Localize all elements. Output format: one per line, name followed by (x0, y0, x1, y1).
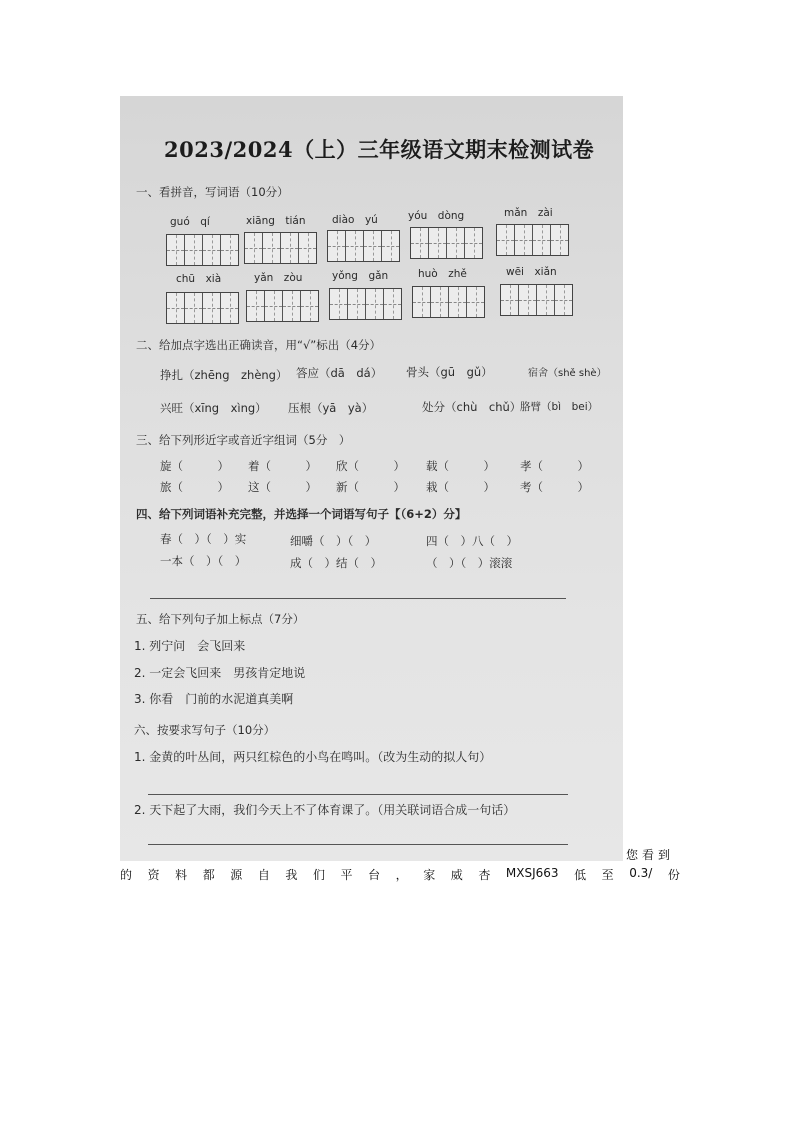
section-1-heading: 一、看拼音，写词语（10分） (136, 185, 289, 199)
word-group-item: 栽（ ） (426, 480, 495, 494)
promo-word: 份 (667, 868, 680, 882)
promo-word: 自 (257, 868, 270, 882)
reading-choice: 挣扎（zhēng zhèng） (160, 368, 288, 382)
reading-choice: 胳臂（bì bei） (520, 401, 599, 413)
rewrite-item: 2. 天下起了大雨，我们今天上不了体育课了。（用关联词语合成一句话） (134, 803, 516, 817)
idiom-item: 春（ ）（ ）实 (160, 532, 247, 546)
pinyin-label: chū xià (176, 273, 222, 285)
promo-word: 威 (450, 868, 463, 882)
pinyin-label: yóu dòng (408, 210, 465, 222)
punctuation-item: 1. 列宁问 会飞回来 (134, 639, 246, 653)
pinyin-label: yǎn zòu (254, 272, 303, 284)
promo-word: MXSJ663 (505, 866, 559, 880)
promo-word: 0.3/ (629, 866, 653, 880)
writing-grid[interactable] (166, 292, 239, 324)
promo-word: 的 (120, 868, 133, 882)
promo-text-line2 (120, 866, 680, 883)
exam-title: 2023/2024（上）三年级语文期末检测试卷 (164, 137, 595, 162)
word-group-item: 旋（ ） (160, 459, 229, 473)
reading-choice: 压根（yā yà） (288, 401, 374, 415)
idiom-item: 成（ ）结（ ） (290, 556, 382, 570)
idiom-item: 四（ ）八（ ） (426, 534, 518, 548)
writing-grid[interactable] (327, 230, 400, 262)
writing-grid[interactable] (496, 224, 569, 256)
writing-grid[interactable] (410, 227, 483, 259)
writing-grid[interactable] (412, 286, 485, 318)
promo-word: 资 (147, 868, 160, 882)
pinyin-label: guó qí (170, 216, 210, 228)
promo-word: 料 (175, 868, 188, 882)
promo-word: 低 (574, 868, 587, 882)
reading-choice: 答应（dā dá） (296, 366, 383, 380)
reading-choice: 宿舍（shě shè） (528, 368, 607, 379)
pinyin-label: wēi xiǎn (506, 266, 557, 278)
punctuation-item: 2. 一定会飞回来 男孩肯定地说 (134, 666, 306, 680)
promo-word: 台 (368, 868, 381, 882)
word-group-item: 欣（ ） (336, 459, 405, 473)
section-4-heading: 四、给下列词语补充完整，并选择一个词语写句子【（6+2）分】 (136, 507, 467, 521)
promo-word: 都 (202, 868, 215, 882)
idiom-item: 细嚼（ ）（ ） (290, 534, 377, 548)
pinyin-label: xiāng tián (246, 215, 306, 227)
promo-word: 杏 (478, 868, 491, 882)
reading-choice: 处分（chù chǔ） (422, 400, 522, 414)
promo-word: 平 (340, 868, 353, 882)
word-group-item: 考（ ） (520, 480, 589, 494)
promo-word: 家 (423, 868, 436, 882)
reading-choice: 兴旺（xīng xìng） (160, 401, 267, 415)
word-group-item: 这（ ） (248, 480, 317, 494)
promo-word: 们 (312, 868, 325, 882)
writing-grid[interactable] (500, 284, 573, 316)
writing-grid[interactable] (329, 288, 402, 320)
pinyin-label: mǎn zài (504, 207, 553, 219)
idiom-item: 一本（ ）（ ） (160, 554, 247, 568)
answer-line[interactable] (150, 598, 566, 599)
word-group-item: 旅（ ） (160, 480, 229, 494)
word-group-item: 载（ ） (426, 459, 495, 473)
promo-word: 我 (285, 868, 298, 882)
section-3-heading: 三、给下列形近字或音近字组词（5分 ） (136, 433, 351, 447)
answer-line[interactable] (148, 794, 568, 795)
writing-grid[interactable] (244, 232, 317, 264)
word-group-item: 新（ ） (336, 480, 405, 494)
writing-grid[interactable] (246, 290, 319, 322)
idiom-item: （ ）（ ）滚滚 (426, 556, 513, 570)
punctuation-item: 3. 你看 门前的水泥道真美啊 (134, 692, 294, 706)
promo-text-line1: 您看到 (625, 848, 674, 862)
promo-word: ， (395, 868, 408, 882)
pinyin-label: yǒng gǎn (332, 270, 389, 282)
promo-word: 源 (230, 868, 243, 882)
word-group-item: 着（ ） (248, 459, 317, 473)
section-5-heading: 五、给下列句子加上标点（7分） (136, 612, 305, 626)
word-group-item: 孝（ ） (520, 459, 589, 473)
pinyin-label: diào yú (332, 214, 378, 226)
section-6-heading: 六、按要求写句子（10分） (134, 723, 276, 737)
pinyin-label: huò zhě (418, 268, 467, 280)
section-2-heading: 二、给加点字选出正确读音，用“√”标出（4分） (136, 338, 382, 352)
answer-line[interactable] (148, 844, 568, 845)
writing-grid[interactable] (166, 234, 239, 266)
promo-word: 至 (601, 868, 614, 882)
reading-choice: 骨头（gū gǔ） (406, 365, 493, 379)
exam-photo (120, 96, 623, 861)
rewrite-item: 1. 金黄的叶丛间，两只红棕色的小鸟在鸣叫。（改为生动的拟人句） (134, 750, 492, 764)
